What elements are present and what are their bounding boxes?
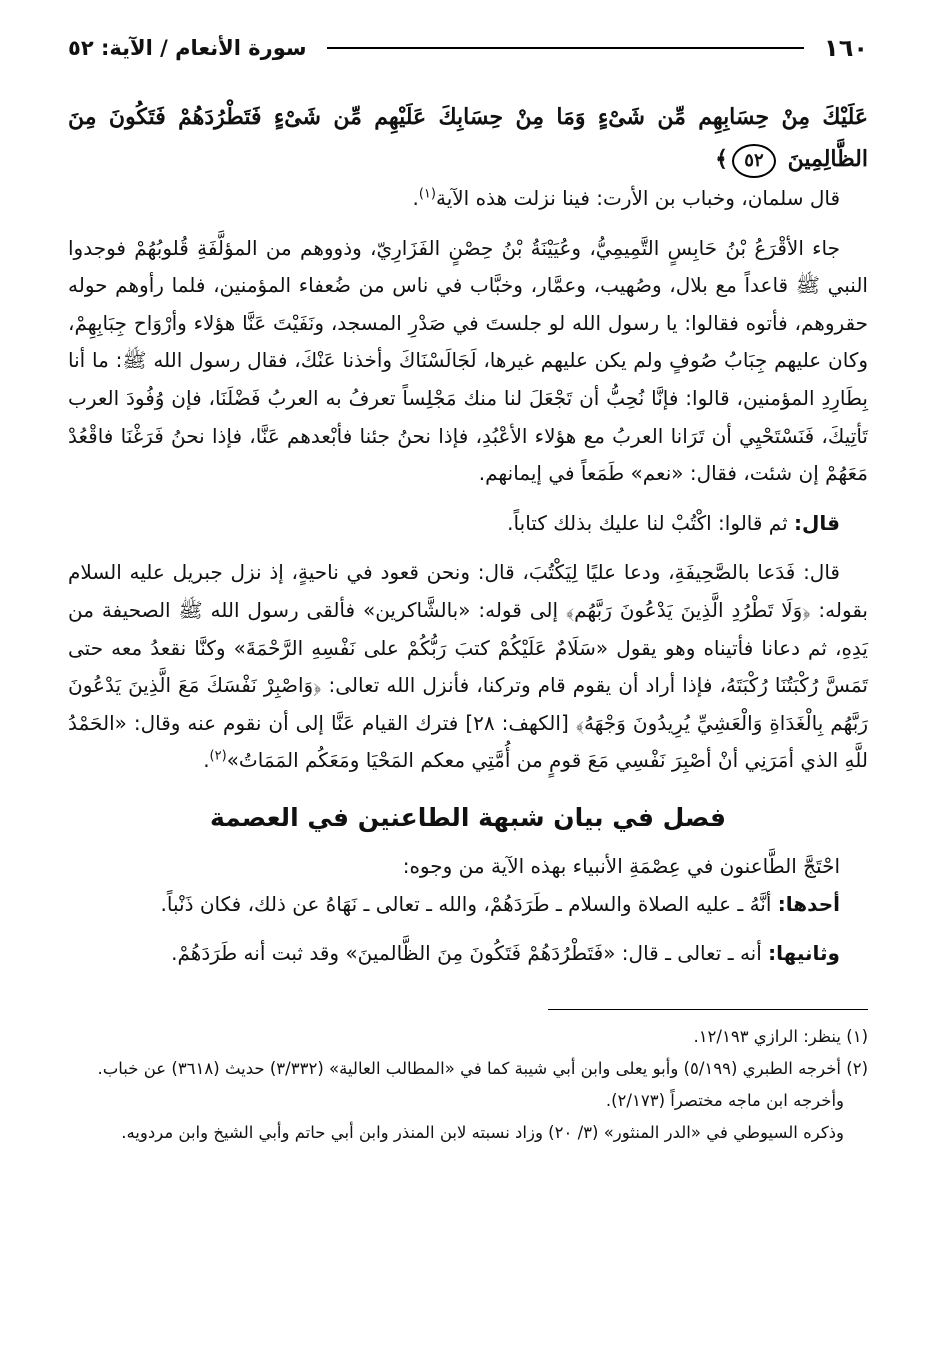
point-second bbox=[68, 935, 868, 973]
footnote-ref-1[interactable]: (١) bbox=[418, 186, 436, 202]
quran-verse-text: عَلَيْكَ مِنْ حِسَابِهِم مِّن شَىْءٍ وَمَا مِنْ حِسَابِكَ عَلَيْهِم مِّن شَىْءٍ فَتَطْرُدَهُمْ فَتَكُونَ مِنَ الظَّالِمِينَ bbox=[68, 104, 868, 172]
point-text: أنَّهُ ـ عليه الصلاة والسلام ـ طَرَدَهُمْ، والله ـ تعالى ـ نَهَاهُ عن ذلك، فكان ذَنْباً. bbox=[160, 891, 778, 916]
paragraph-lead: قال: bbox=[794, 510, 840, 535]
point-first bbox=[68, 886, 868, 924]
section-intro: احْتَجَّ الطَّاعنون في عِصْمَةِ الأنبياء بهذه الآية من وجوه: bbox=[402, 853, 840, 878]
paragraph-text: قال: فَدَعا بالصَّحِيفَةِ، ودعا عليًا لِيَكْتُبَ، قال: ونحن قعود في ناحيةٍ، إذ نزل جبريل عليه السلام بقوله: ﴿وَلَا تَطْرُدِ الَّذِينَ يَدْعُونَ رَبَّهُم﴾ إلى قوله: «بالشَّاكرين» فألقى رسول الله ﷺ الصحيفة من يَدِهِ، ثم دعانا فأتيناه وهو يقول «سَلَامٌ عَلَيْكُمْ كتبَ رَبُّكُمْ على نَفْسِهِ الرَّحْمَةَ» وكنَّا نقعدُ معه حتى تَمَسَّ رُكْبَتُنَا رُكْبَتَهُ، فإذا أراد أن يقوم قام وتركنا، فأنزل الله تعالى: ﴿وَاصْبِرْ نَفْسَكَ مَعَ الَّذِينَ يَدْعُونَ رَبَّهُم بِالْغَدَاةِ وَالْعَشِيِّ يُرِيدُونَ وَجْهَهُ﴾ [الكهف: ٢٨] فترك القيام عَنَّا إلى أن نقوم عنه وقال: «الحَمْدُ للَّهِ الذي أمَرَنِي أنْ أصْبِرَ نَفْسِي مَعَ قومٍ من أُمَّتِي معكم المَحْيَا ومَعَكُم المَمَاتُ» bbox=[68, 560, 868, 773]
paragraph-text: ثم قالوا: اكْتُبْ لنا عليك بذلك كتاباً. bbox=[507, 510, 795, 535]
paragraph-end: . bbox=[203, 748, 210, 773]
footnote-1: (١) ينظر: الرازي ١٢/١٩٣. bbox=[693, 1026, 868, 1046]
page-header bbox=[68, 30, 868, 66]
footnotes bbox=[68, 1022, 868, 1147]
paragraph-aqra: جاء الأقْرَعُ بْنُ حَابِسٍ التَّمِيمِيُّ، وعُيَيْنَةُ بْنُ حِصْنٍ الفَزَارِيّ، وذووهم من المؤلَّفَةِ قُلوبُهُمْ فوجدوا النبي ﷺ قاعداً مع بلال، وصُهيب، وعمَّار، وخبَّاب في ناس من ضُعفاء المؤمنين، فلما رأوهم حوله حقروهم، فأتوه فقالوا: يا رسول الله لو جلستَ في صَدْرِ المسجد، ونَفَيْتَ عَنَّا هؤلاء وأرْوَاح جِبَابِهِمْ، وكان عليهم جِبَابُ صُوفٍ ولم يكن عليهم غيرها، لَجَالَسْنَاكَ وأخذنا عَنْكَ، فقال رسول الله ﷺ: ما أنا بِطَارِدِ المؤمنين، قالوا: فإنَّا نُحِبُّ أن تَجْعَلَ لنا منك مَجْلِساً تعرفُ به العربُ فَضْلَنَا، فإن وُفُودَ العرب تَأتِيكَ، فَنَسْتَحْيِي أن تَرَانا العربُ مع هؤلاء الأعْبُدِ، فإذا نحنُ جئنا فأبْعدهم عَنَّا، فإذا نحنُ فَرَغْنَا فاقْعُدْ مَعَهُمْ إن شئت، فقال: «نعم» طَمَعاً في إيمانهم. bbox=[68, 235, 868, 486]
page-number: ١٦٠ bbox=[824, 34, 868, 62]
book-page bbox=[68, 30, 868, 1340]
point-text: أنه ـ تعالى ـ قال: «فَتَطْرُدَهُمْ فَتَكُونَ مِنَ الظَّالمينَ» وقد ثبت أنه طَرَدَهُمْ. bbox=[171, 941, 769, 966]
point-lead: وثانيها: bbox=[768, 941, 840, 966]
footnote-ref-2[interactable]: (٢) bbox=[209, 748, 227, 764]
paragraph-sahifa bbox=[68, 554, 868, 780]
footnote-2-continued: وأخرجه ابن ماجه مختصراً (٢/١٧٣). bbox=[605, 1090, 844, 1110]
header-rule bbox=[327, 47, 804, 49]
quran-verse-block bbox=[68, 96, 868, 180]
section-title: فصل في بيان شبهة الطاعنين في العصمة bbox=[210, 802, 726, 832]
running-title: سورة الأنعام / الآية: ٥٢ bbox=[68, 36, 307, 60]
footnote-divider bbox=[548, 1009, 868, 1010]
point-lead: أحدها: bbox=[777, 891, 840, 916]
paragraph-text: قال سلمان، وخباب بن الأرت: فينا نزلت هذه الآية bbox=[435, 186, 840, 210]
paragraph-qala bbox=[68, 505, 868, 543]
ayah-number-marker: ٥٢ bbox=[732, 144, 776, 178]
quran-close-bracket: ﴾ bbox=[715, 146, 728, 172]
footnote-2-suyuti: وذكره السيوطي في «الدر المنثور» (٣/ ٢٠) وزاد نسبته لابن المنذر وابن أبي حاتم وأبي الشيخ وابن مردويه. bbox=[121, 1122, 844, 1142]
paragraph-salman: قال سلمان، وخباب بن الأرت: فينا نزلت هذه الآية$^{(١)}$. bbox=[412, 186, 840, 210]
footnote-2: (٢) أخرجه الطبري (٥/١٩٩) وأبو يعلى وابن أبي شيبة كما في «المطالب العالية» (٣/٣٣٢) حديث (٣٦١٨) عن خباب. bbox=[97, 1058, 868, 1078]
